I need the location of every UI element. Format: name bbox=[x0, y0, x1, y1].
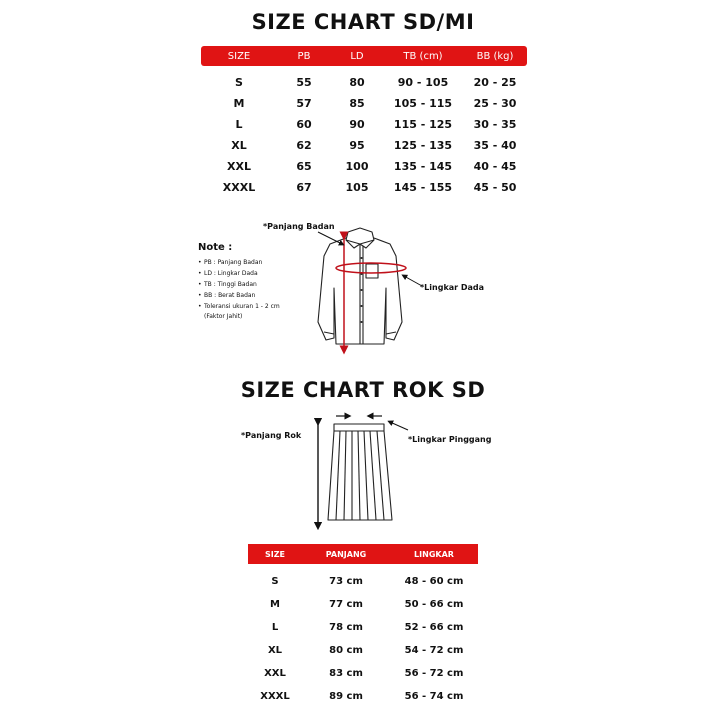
note-item: • BB : Berat Badan bbox=[198, 292, 256, 299]
table-row bbox=[248, 685, 478, 708]
lingkar-cell: 50 - 66 cm bbox=[404, 599, 464, 610]
note-item-text: BB : Berat Badan bbox=[204, 292, 256, 299]
size-cell: M bbox=[270, 599, 280, 610]
size-cell: XL bbox=[267, 645, 283, 656]
size-cell: XXXL bbox=[222, 181, 256, 194]
lingkar-cell: 52 - 66 cm bbox=[404, 622, 464, 633]
pb-cell: 67 bbox=[296, 181, 312, 194]
header-cell: PB bbox=[297, 50, 311, 62]
note-item-text: LD : Lingkar Dada bbox=[204, 270, 258, 277]
pb-cell: 55 bbox=[296, 76, 312, 89]
pb-cell: 57 bbox=[296, 97, 312, 110]
skirt-size-table bbox=[248, 544, 478, 708]
ld-cell: 105 bbox=[345, 181, 369, 194]
pb-cell: 60 bbox=[296, 118, 312, 131]
panjang-cell: 89 cm bbox=[329, 691, 363, 702]
header-cell: SIZE bbox=[264, 549, 285, 559]
skirt-table-header bbox=[248, 544, 478, 564]
ld-cell: 95 bbox=[349, 139, 365, 152]
pb-cell: 62 bbox=[296, 139, 312, 152]
shirt-chart-title: SIZE CHART SD/MI bbox=[251, 10, 475, 34]
header-cell: LINGKAR bbox=[414, 549, 454, 559]
lingkar-cell: 56 - 74 cm bbox=[404, 691, 464, 702]
shirt-table-header bbox=[201, 46, 527, 66]
note-item-text: Toleransi ukuran 1 - 2 cm bbox=[204, 303, 280, 310]
size-cell: L bbox=[271, 622, 279, 633]
table-row bbox=[248, 593, 478, 616]
bb-cell: 40 - 45 bbox=[473, 160, 517, 173]
size-cell: L bbox=[235, 118, 243, 131]
callout-panjang-rok: *Panjang Rok bbox=[241, 431, 302, 440]
note-item-text: PB : Panjang Badan bbox=[204, 259, 263, 266]
bb-cell: 35 - 40 bbox=[473, 139, 517, 152]
ld-cell: 80 bbox=[349, 76, 365, 89]
header-cell: BB (kg) bbox=[476, 50, 514, 62]
size-cell: XL bbox=[231, 139, 247, 152]
skirt-chart-title: SIZE CHART ROK SD bbox=[240, 378, 486, 402]
bb-cell: 45 - 50 bbox=[473, 181, 517, 194]
note-item: • PB : Panjang Badan bbox=[198, 259, 263, 266]
lingkar-cell: 54 - 72 cm bbox=[404, 645, 464, 656]
size-cell: XXL bbox=[227, 160, 251, 173]
note-item-text: TB : Tinggi Badan bbox=[204, 281, 257, 288]
tb-cell: 90 - 105 bbox=[397, 76, 449, 89]
shirt-size-table bbox=[201, 46, 527, 198]
ld-cell: 85 bbox=[349, 97, 365, 110]
note-extra: (Faktor Jahit) bbox=[204, 313, 243, 320]
panjang-cell: 73 cm bbox=[329, 576, 363, 587]
table-row bbox=[248, 662, 478, 685]
table-row bbox=[248, 616, 478, 639]
lingkar-cell: 48 - 60 cm bbox=[404, 576, 464, 587]
table-row bbox=[201, 114, 527, 135]
header-cell: PANJANG bbox=[325, 549, 367, 559]
size-cell: XXL bbox=[264, 668, 286, 679]
bb-cell: 30 - 35 bbox=[473, 118, 517, 131]
ld-cell: 90 bbox=[349, 118, 365, 131]
size-cell: S bbox=[235, 76, 243, 89]
bb-cell: 25 - 30 bbox=[473, 97, 517, 110]
tb-cell: 145 - 155 bbox=[393, 181, 453, 194]
ld-cell: 100 bbox=[345, 160, 369, 173]
panjang-cell: 83 cm bbox=[329, 668, 363, 679]
size-cell: S bbox=[271, 576, 279, 587]
skirt-illustration bbox=[300, 408, 430, 533]
table-row bbox=[248, 639, 478, 662]
callout-panjang-badan: *Panjang Badan bbox=[263, 222, 335, 231]
header-cell: LD bbox=[350, 50, 364, 62]
table-row bbox=[201, 93, 527, 114]
table-row bbox=[248, 570, 478, 593]
tb-cell: 105 - 115 bbox=[393, 97, 453, 110]
header-cell: SIZE bbox=[227, 50, 251, 62]
tb-cell: 135 - 145 bbox=[393, 160, 453, 173]
tb-cell: 115 - 125 bbox=[393, 118, 453, 131]
bb-cell: 20 - 25 bbox=[473, 76, 517, 89]
lingkar-cell: 56 - 72 cm bbox=[404, 668, 464, 679]
callout-lingkar-dada: *Lingkar Dada bbox=[420, 283, 485, 292]
callout-lingkar-pinggang: *Lingkar Pinggang bbox=[408, 435, 492, 444]
note-item: • TB : Tinggi Badan bbox=[198, 281, 257, 288]
table-row bbox=[201, 135, 527, 156]
size-cell: M bbox=[233, 97, 245, 110]
pb-cell: 65 bbox=[296, 160, 312, 173]
note-item: • Toleransi ukuran 1 - 2 cm bbox=[198, 303, 280, 310]
size-cell: XXXL bbox=[260, 691, 290, 702]
panjang-cell: 78 cm bbox=[329, 622, 363, 633]
panjang-cell: 77 cm bbox=[329, 599, 363, 610]
notes-title: Note : bbox=[198, 242, 233, 253]
tb-cell: 125 - 135 bbox=[393, 139, 453, 152]
panjang-cell: 80 cm bbox=[329, 645, 363, 656]
table-row bbox=[201, 177, 527, 198]
table-row bbox=[201, 72, 527, 93]
table-row bbox=[201, 156, 527, 177]
note-item: • LD : Lingkar Dada bbox=[198, 270, 258, 277]
header-cell: TB (cm) bbox=[403, 50, 443, 62]
